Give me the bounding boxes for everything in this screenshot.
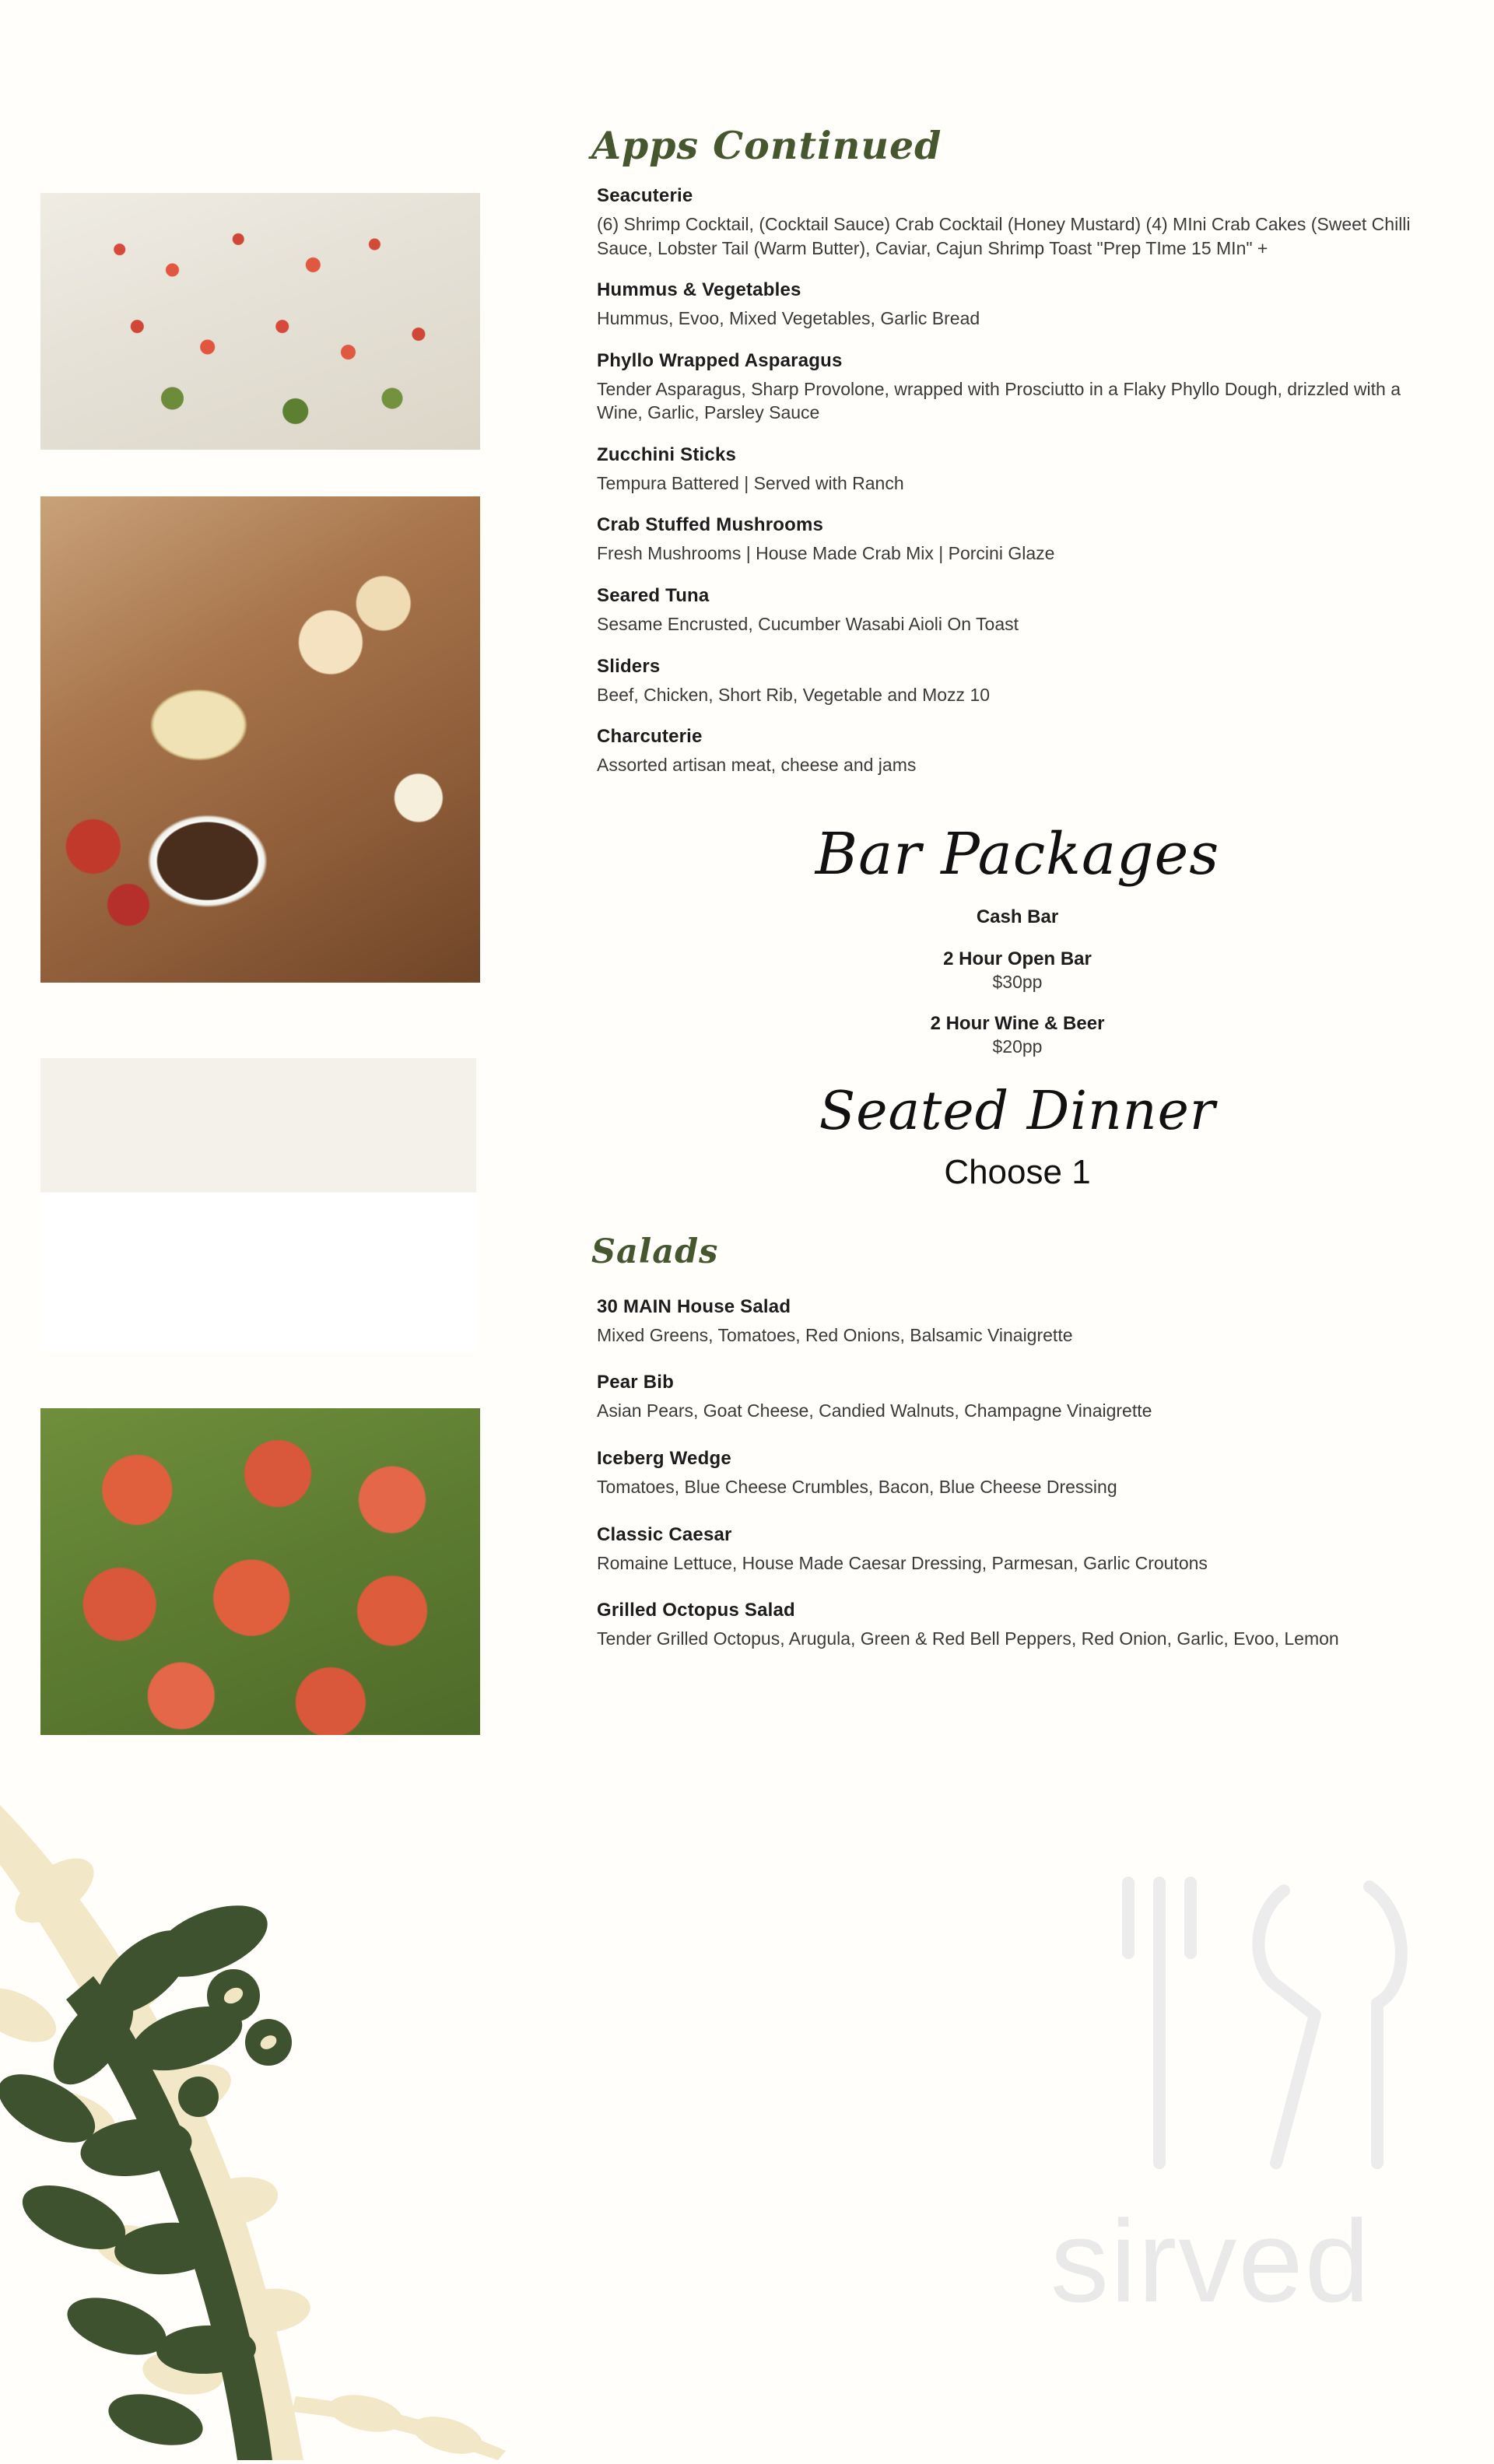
bar-package-price: $30pp bbox=[992, 971, 1043, 992]
menu-item-description: Beef, Chicken, Short Rib, Vegetable and Mozz 10 bbox=[597, 684, 991, 705]
menu-item-name: Seared Tuna bbox=[597, 585, 710, 607]
menu-item-description: Tender Grilled Octopus, Arugula, Green & Red Bell Peppers, Red Onion, Garlic, Evoo, Lemon bbox=[597, 1628, 1339, 1649]
menu-item-description: Mixed Greens, Tomatoes, Red Onions, Balsamic Vinaigrette bbox=[597, 1324, 1073, 1345]
menu-item-name: Phyllo Wrapped Asparagus bbox=[597, 349, 843, 371]
menu-item-name: Iceberg Wedge bbox=[597, 1447, 731, 1469]
menu-item-name: Zucchini Sticks bbox=[597, 443, 737, 465]
menu-item bbox=[597, 1372, 1427, 1423]
seated-dinner-subheading: Choose 1 bbox=[944, 1152, 1091, 1191]
menu-item-name: Crab Stuffed Mushrooms bbox=[597, 514, 824, 536]
menu-item bbox=[597, 185, 1427, 260]
photo-vegetable-and-dip-tray bbox=[40, 1058, 476, 1350]
menu-item-description: Tomatoes, Blue Cheese Crumbles, Bacon, Blue Cheese Dressing bbox=[597, 1476, 1117, 1497]
apps-continued-list bbox=[580, 185, 1455, 777]
salads-list bbox=[580, 1296, 1455, 1651]
menu-item bbox=[597, 444, 1427, 496]
menu-item-description: Tempura Battered | Served with Ranch bbox=[597, 472, 904, 493]
photo-shrimp-and-caprese-platters bbox=[40, 193, 480, 450]
menu-item-name: Pear Bib bbox=[597, 1372, 674, 1393]
photo-charcuterie-board-with-dips bbox=[40, 496, 480, 983]
menu-item bbox=[597, 656, 1427, 707]
menu-item bbox=[597, 1524, 1427, 1575]
olive-branch-decoration bbox=[0, 1782, 591, 2460]
menu-item-description: Sesame Encrusted, Cucumber Wasabi Aioli On Toast bbox=[597, 614, 1019, 635]
menu-item-name: Charcuterie bbox=[597, 726, 703, 748]
photo-bruschetta-appetizers bbox=[40, 1408, 480, 1735]
menu-item-name: Sliders bbox=[597, 655, 661, 677]
menu-item bbox=[597, 585, 1427, 636]
menu-item-description: Tender Asparagus, Sharp Provolone, wrapped with Prosciutto in a Flaky Phyllo Dough, drizzled with a Wine, Garlic, Parsley Sauce bbox=[597, 378, 1401, 423]
watermark-text: sirved bbox=[1050, 2196, 1372, 2326]
menu-item bbox=[597, 726, 1427, 777]
menu-item-name: Grilled Octopus Salad bbox=[597, 1600, 795, 1621]
menu-item-description: Hummus, Evoo, Mixed Vegetables, Garlic Bread bbox=[597, 308, 980, 329]
salads-heading: Salads bbox=[591, 1232, 719, 1271]
menu-item-description: Fresh Mushrooms | House Made Crab Mix | Porcini Glaze bbox=[597, 543, 1055, 564]
menu-item bbox=[597, 350, 1427, 425]
bar-package-name: 2 Hour Wine & Beer bbox=[930, 1012, 1105, 1034]
menu-item bbox=[597, 514, 1427, 566]
menu-item-name: Hummus & Vegetables bbox=[597, 279, 801, 301]
menu-item-name: Classic Caesar bbox=[597, 1523, 732, 1545]
bar-package-name: 2 Hour Open Bar bbox=[943, 948, 1092, 969]
menu-item-description: (6) Shrimp Cocktail, (Cocktail Sauce) Crab Cocktail (Honey Mustard) (4) MIni Crab Cakes (Sweet Chilli Sauce, Lobster Tail (Warm Butter), Caviar, Cajun Shrimp Toast "Prep TIme 15 MIn" + bbox=[597, 214, 1411, 258]
bar-package-price: $20pp bbox=[992, 1036, 1043, 1057]
menu-item-name: Seacuterie bbox=[597, 185, 693, 206]
menu-item bbox=[597, 1448, 1427, 1499]
seated-dinner-heading: Seated Dinner bbox=[819, 1080, 1216, 1142]
menu-item bbox=[597, 1600, 1427, 1651]
bar-package bbox=[580, 1013, 1455, 1057]
bar-packages-heading: Bar Packages bbox=[815, 820, 1220, 888]
menu-item bbox=[597, 1296, 1427, 1348]
menu-content bbox=[580, 0, 1455, 1676]
sirved-watermark bbox=[988, 1859, 1494, 2342]
menu-item-description: Romaine Lettuce, House Made Caesar Dressing, Parmesan, Garlic Croutons bbox=[597, 1552, 1208, 1573]
menu-item-description: Assorted artisan meat, cheese and jams bbox=[597, 755, 917, 776]
cash-bar-label: Cash Bar bbox=[976, 906, 1059, 927]
menu-item-description: Asian Pears, Goat Cheese, Candied Walnuts, Champagne Vinaigrette bbox=[597, 1400, 1152, 1421]
menu-item-name: 30 MAIN House Salad bbox=[597, 1295, 791, 1317]
menu-item bbox=[597, 279, 1427, 331]
bar-package bbox=[580, 948, 1455, 993]
apps-continued-heading: Apps Continued bbox=[591, 123, 942, 168]
